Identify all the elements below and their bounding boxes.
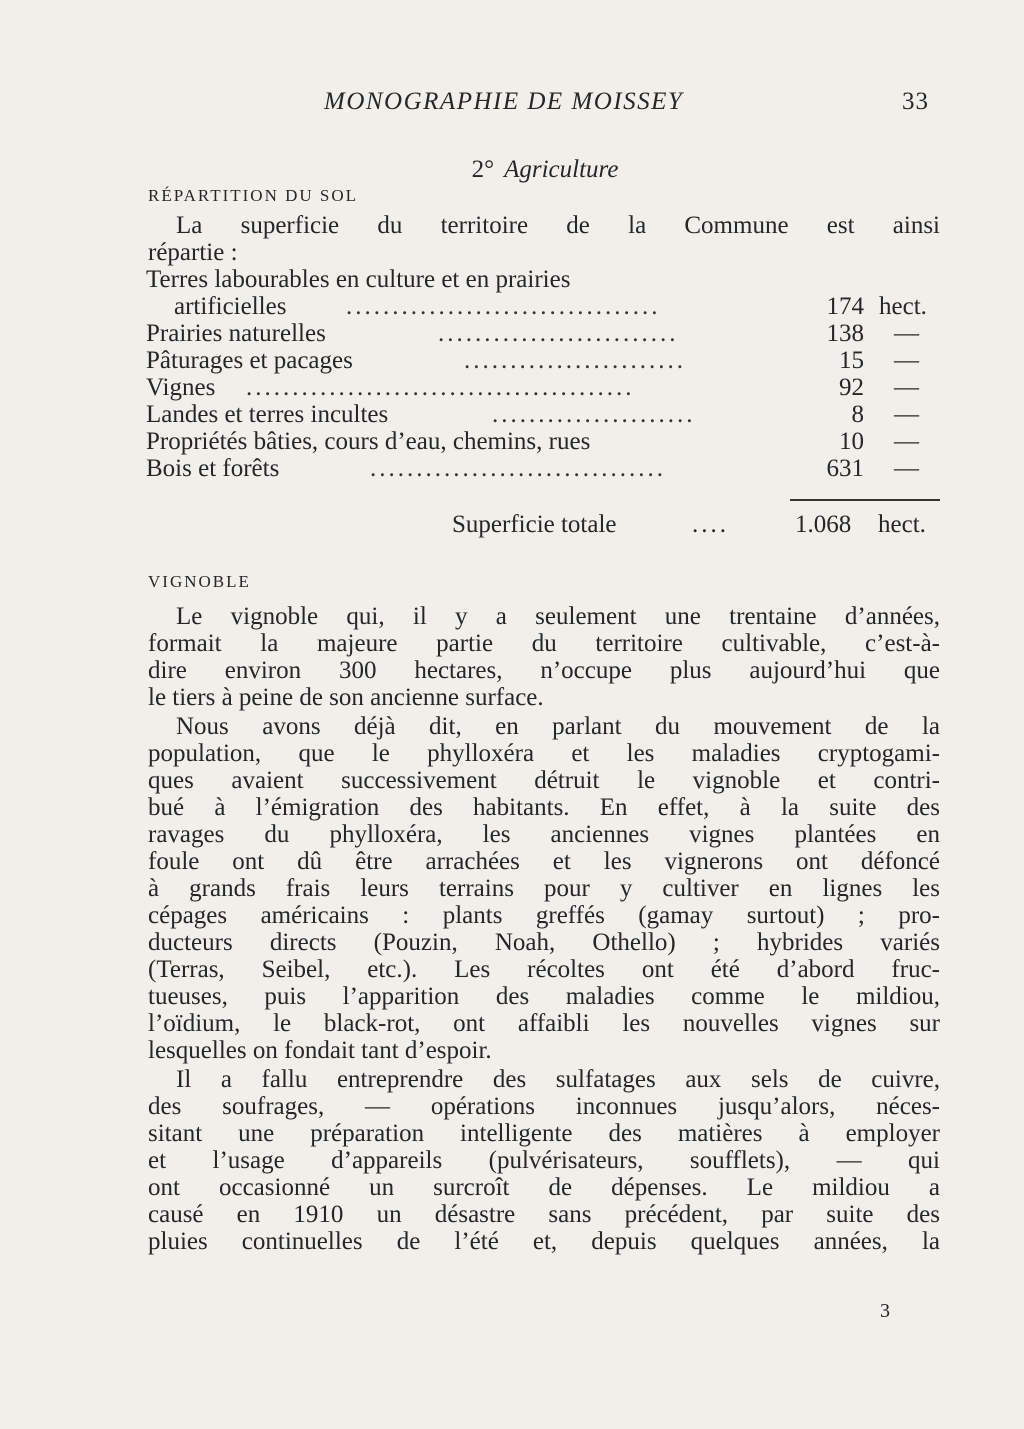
land-unit: — <box>894 347 919 374</box>
body-line: à grands frais leurs terrains pour y cultiver en lignes les <box>148 875 940 902</box>
total-rule <box>790 499 940 501</box>
land-row <box>146 455 946 482</box>
land-unit: — <box>894 455 919 482</box>
section-title <box>0 156 1024 184</box>
vignoble-heading: VIGNOBLE <box>148 572 251 591</box>
land-label: Terres labourables en culture et en prairies <box>146 266 571 293</box>
land-label: artificielles <box>174 293 287 320</box>
land-row <box>146 428 946 455</box>
intro-line: répartie : <box>148 239 238 266</box>
body-line: formait la majeure partie du territoire cultivable, c’est-à- <box>148 630 940 657</box>
leader-dots: .......................... <box>438 320 679 347</box>
land-unit: — <box>894 401 919 428</box>
body-line: causé en 1910 un désastre sans précédent, par suite des <box>148 1201 940 1228</box>
land-label: Landes et terres incultes <box>146 401 389 428</box>
body-line: pluies continuelles de l’été et, depuis quelques années, la <box>148 1228 940 1255</box>
body-line: Le vignoble qui, il y a seulement une trentaine d’années, <box>176 603 940 630</box>
body-line: ques avaient successivement détruit le vignoble et contri- <box>148 767 940 794</box>
leader-dots: ................................ <box>370 455 666 482</box>
body-line: cépages américains : plants greffés (gamay surtout) ; pro- <box>148 902 940 929</box>
land-unit: — <box>894 374 919 401</box>
land-unit: hect. <box>879 293 927 320</box>
land-value: 92 <box>839 374 864 401</box>
leader-dots: ........................ <box>464 347 686 374</box>
folio-number: 3 <box>880 1300 890 1322</box>
body-line: ravages du phylloxéra, les anciennes vignes plantées en <box>148 821 940 848</box>
body-line: ducteurs directs (Pouzin, Noah, Othello) ; hybrides variés <box>148 929 940 956</box>
running-title: MONOGRAPHIE DE MOISSEY <box>324 88 684 115</box>
leader-dots: .................................. <box>346 293 661 320</box>
land-row <box>146 347 946 374</box>
section-number: 2° <box>471 156 495 183</box>
body-line: bué à l’émigration des habitants. En effet, à la suite des <box>148 794 940 821</box>
land-row <box>146 320 946 347</box>
land-value: 174 <box>826 293 864 320</box>
body-line: ont occasionné un surcroît de dépenses. Le mildiou a <box>148 1174 940 1201</box>
total-label: Superficie totale <box>452 511 617 538</box>
body-line: le tiers à peine de son ancienne surface. <box>148 684 544 711</box>
body-line: Il a fallu entreprendre des sulfatages aux sels de cuivre, <box>176 1066 940 1093</box>
intro-line: La superficie du territoire de la Commune est ainsi <box>176 212 940 239</box>
land-label: Pâturages et pacages <box>146 347 353 374</box>
land-row <box>146 374 946 401</box>
total-value: 1.068 <box>795 511 852 538</box>
land-value: 631 <box>826 455 864 482</box>
body-line: l’oïdium, le black-rot, ont affaibli les nouvelles vignes sur <box>148 1010 940 1037</box>
land-row <box>146 293 946 320</box>
total-row <box>452 511 952 541</box>
leader-dots: .......................................... <box>246 374 635 401</box>
land-label: Bois et forêts <box>146 455 280 482</box>
land-label: Prairies naturelles <box>146 320 326 347</box>
body-line: population, que le phylloxéra et les maladies cryptogami- <box>148 740 940 767</box>
land-label: Propriétés bâties, cours d’eau, chemins, rues <box>146 428 591 455</box>
land-row <box>146 401 946 428</box>
body-line: dire environ 300 hectares, n’occupe plus aujourd’hui que <box>148 657 940 684</box>
total-unit: hect. <box>878 511 926 538</box>
land-unit: — <box>894 320 919 347</box>
land-value: 10 <box>839 428 864 455</box>
body-line: foule ont dû être arrachées et les vignerons ont défoncé <box>148 848 940 875</box>
land-value: 15 <box>839 347 864 374</box>
land-label: Vignes <box>146 374 216 401</box>
leader-dots: ...................... <box>492 401 696 428</box>
body-line: et l’usage d’appareils (pulvérisateurs, soufflets), — qui <box>148 1147 940 1174</box>
section-title-text: Agriculture <box>504 156 619 183</box>
page-number: 33 <box>902 88 929 115</box>
body-line: tueuses, puis l’apparition des maladies comme le mildiou, <box>148 983 940 1010</box>
body-line: sitant une préparation intelligente des matières à employer <box>148 1120 940 1147</box>
land-row <box>146 266 946 293</box>
land-unit: — <box>894 428 919 455</box>
body-line: Nous avons déjà dit, en parlant du mouvement de la <box>176 713 940 740</box>
land-value: 8 <box>851 401 864 428</box>
repartition-heading: RÉPARTITION DU SOL <box>148 186 359 205</box>
body-line: lesquelles on fondait tant d’espoir. <box>148 1037 492 1064</box>
running-head <box>0 88 1024 122</box>
total-dots: .... <box>692 511 729 538</box>
body-line: des soufrages, — opérations inconnues jusqu’alors, néces- <box>148 1093 940 1120</box>
land-value: 138 <box>826 320 864 347</box>
body-line: (Terras, Seibel, etc.). Les récoltes ont été d’abord fruc- <box>148 956 940 983</box>
